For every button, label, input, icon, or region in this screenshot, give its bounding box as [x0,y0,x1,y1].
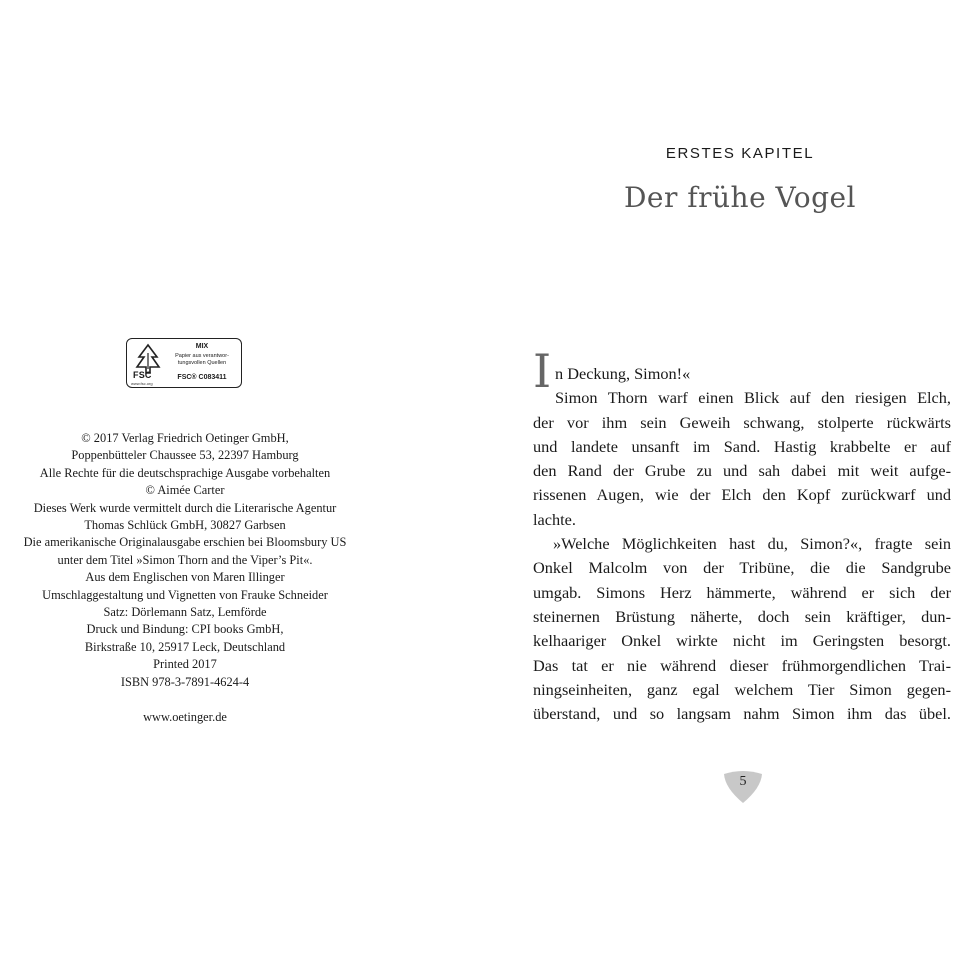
imprint-line: Die amerikanische Originalausgabe erschien bei Bloomsbury US [23,535,347,550]
chapter-label: ERSTES KAPITEL [665,145,815,162]
imprint-line: Alle Rechte für die deutschsprachige Ausgabe vorbehalten [39,465,331,480]
fsc-mix-label: MIX [195,343,209,350]
chapter-body [533,344,951,726]
imprint-line: Aus dem Englischen von Maren Illinger [85,570,285,585]
paragraph-line: rissenen Augen, wie der Elch den Kopf zurückwarf und [533,485,951,505]
publisher-website: www.oetinger.de [143,710,227,724]
imprint-line: ISBN 978-3-7891-4624-4 [120,674,250,689]
paragraph-line: und landete unsanft im Sand. Hastig krabbelte er auf [533,436,951,456]
drop-cap: I [533,344,552,398]
fsc-description-line: Papier aus verantwor- [175,353,229,359]
imprint-line: Satz: Dörlemann Satz, Lemförde [103,605,267,620]
imprint-line: © Aimée Carter [145,483,225,498]
paragraph-line: Simon Thorn warf einen Blick auf den riesigen Elch, [555,388,951,408]
paragraph-line: der vor ihm sein Geweih schwang, stolperte rückwärts [533,412,951,432]
page-number: 5 [739,774,747,789]
imprint-line: Dieses Werk wurde vermittelt durch die Literarische Agentur [33,500,337,515]
page-number-badge [721,770,765,804]
imprint-line: unter dem Titel »Simon Thorn and the Viper’s Pit«. [57,552,313,567]
imprint-line: Printed 2017 [153,657,217,672]
imprint-line: © 2017 Verlag Friedrich Oetinger GmbH, [81,431,289,445]
imprint-line: Umschlaggestaltung und Vignetten von Frauke Schneider [42,587,328,602]
first-line-text: n Deckung, Simon!« [555,364,691,383]
imprint-line: Thomas Schlück GmbH, 30827 Garbsen [84,518,286,533]
fsc-code: FSC® C083411 [177,374,227,381]
imprint-line: Druck und Bindung: CPI books GmbH, [86,622,284,637]
paragraph-line: Das tat er nie während dieser frühmorgendlichen Trai- [533,655,951,675]
fsc-url: www.fsc.org [131,381,153,386]
paragraph-line: steinernen Brüstung näherte, doch sein kräftiger, dun- [533,606,951,626]
paragraph-line: den Rand der Grube zu und sah dabei mit weit aufge- [533,461,951,481]
fsc-logo-text: FSC [133,370,152,380]
fsc-label [126,338,242,388]
chapter-title: Der frühe Vogel [623,181,857,214]
fsc-description [167,353,237,367]
paragraph-line: lachte. [533,509,576,529]
paragraph-line: Onkel Malcolm von der Tribüne, die die Sandgrube [533,558,951,578]
fsc-description-line: tungsvollen Quellen [177,360,227,366]
paragraph-line: überstand, und so langsam nahm Simon ihm das übel. [533,704,951,724]
paragraph-line: ningseinheiten, ganz egal welchem Tier Simon gegen- [533,679,951,699]
imprint-line: Poppenbütteler Chaussee 53, 22397 Hamburg [71,448,299,463]
imprint-line: Birkstraße 10, 25917 Leck, Deutschland [84,639,286,654]
imprint [0,430,370,691]
paragraph-line: umgab. Simons Herz hämmerte, während er sich der [533,582,951,602]
paragraph-line: »Welche Möglichkeiten hast du, Simon?«, fragte sein [553,534,951,554]
paragraph-line: kelhaariger Onkel wirkte nicht im Geringsten besorgt. [533,631,951,651]
